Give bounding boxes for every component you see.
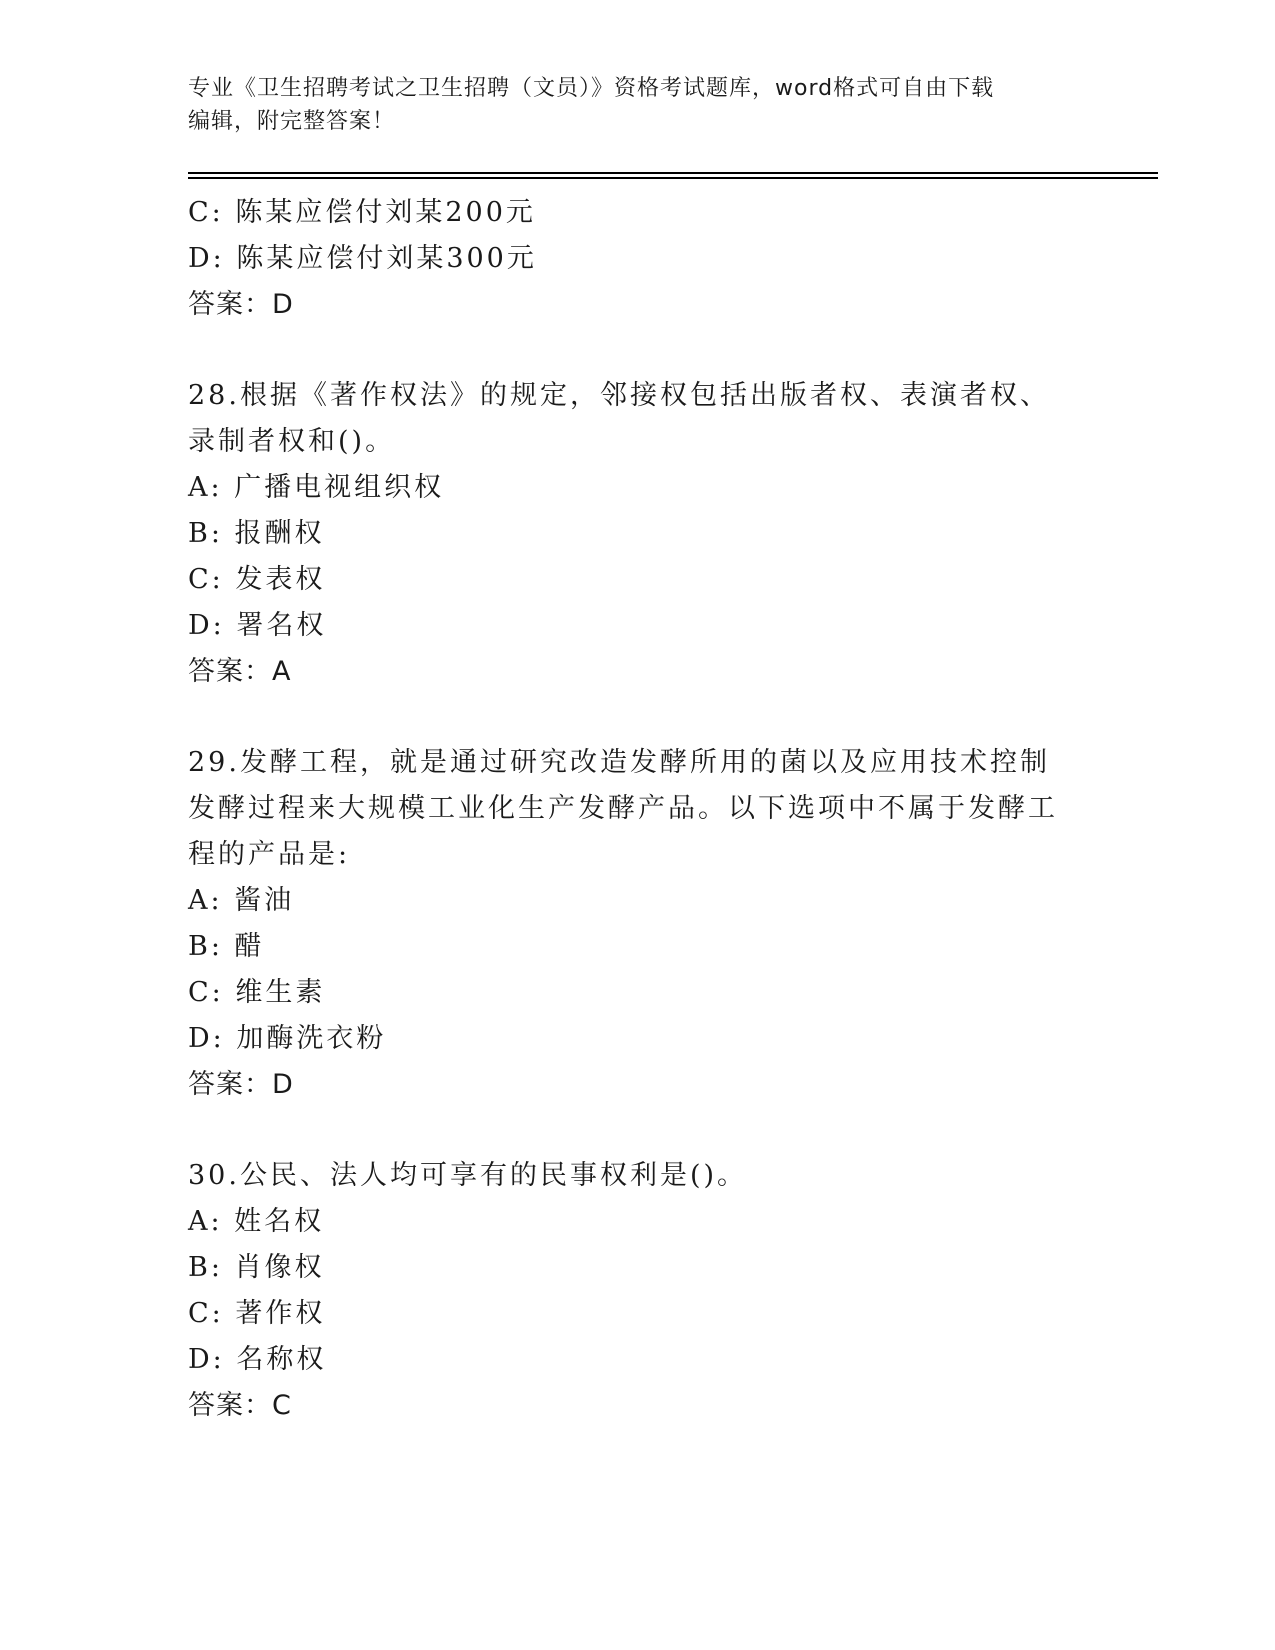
option-d: D: 加酶洗衣粉 — [188, 1023, 387, 1054]
option-d: D: 陈某应偿付刘某300元 — [188, 243, 537, 274]
answer: 答案：D — [188, 1069, 294, 1100]
question-30 — [188, 1153, 1088, 1429]
option-d: D: 署名权 — [188, 610, 327, 641]
answer: 答案：D — [188, 289, 294, 320]
document-header — [188, 72, 1068, 138]
option-d: D: 名称权 — [188, 1344, 327, 1375]
option-c: C: 发表权 — [188, 564, 326, 595]
header-line-1: 专业《卫生招聘考试之卫生招聘（文员）》资格考试题库，word格式可自由下载 — [188, 76, 995, 101]
question-29 — [188, 740, 1088, 1108]
option-b: B: 醋 — [188, 931, 265, 962]
option-b: B: 报酬权 — [188, 518, 325, 549]
answer: 答案：A — [188, 656, 292, 687]
header-rule-top — [188, 172, 1158, 174]
option-a: A: 姓名权 — [188, 1206, 325, 1237]
header-line-2: 编辑，附完整答案！ — [188, 109, 396, 134]
question-list — [188, 190, 1088, 1429]
option-a: A: 广播电视组织权 — [188, 472, 445, 503]
option-c: C: 陈某应偿付刘某200元 — [188, 197, 536, 228]
answer: 答案：C — [188, 1390, 292, 1421]
question-stem: 29.发酵工程，就是通过研究改造发酵所用的菌以及应用技术控制发酵过程来大规模工业化生产发酵产品。以下选项中不属于发酵工程的产品是: — [188, 747, 1058, 870]
question-28 — [188, 373, 1088, 695]
header-rule-bottom — [188, 177, 1158, 179]
option-c: C: 维生素 — [188, 977, 326, 1008]
option-a: A: 酱油 — [188, 885, 295, 916]
option-b: B: 肖像权 — [188, 1252, 325, 1283]
question-stem: 30.公民、法人均可享有的民事权利是()。 — [188, 1160, 748, 1191]
option-c: C: 著作权 — [188, 1298, 326, 1329]
question-stem: 28.根据《著作权法》的规定，邻接权包括出版者权、表演者权、录制者权和()。 — [188, 380, 1050, 457]
continued-question — [188, 190, 1088, 328]
